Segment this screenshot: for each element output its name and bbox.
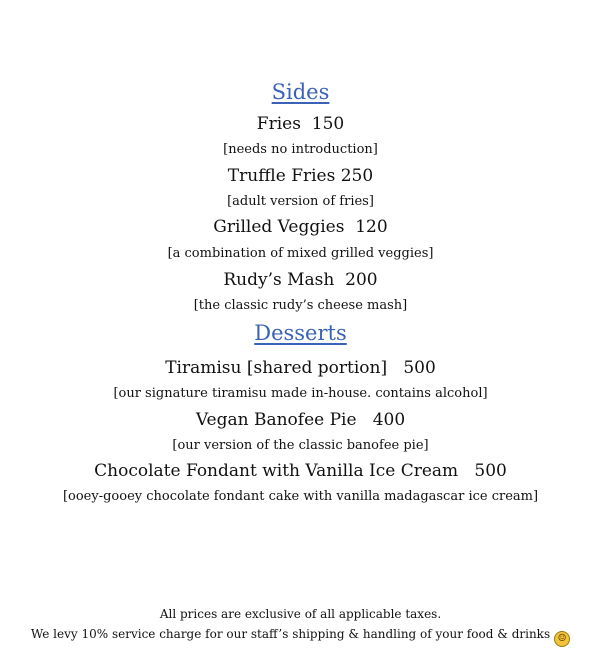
menu-item: Truffle Fries 250 [227, 166, 374, 186]
menu-item-desc: [the classic rudy’s cheese mash] [193, 298, 408, 313]
section-title-desserts: Desserts [254, 321, 347, 345]
menu-item-desc: [needs no introduction] [223, 142, 378, 157]
smiley-icon: ☺ [554, 631, 570, 647]
footer-service-note [0, 628, 601, 647]
menu-item-desc: [our signature tiramisu made in-house. contains alcohol] [113, 386, 488, 401]
menu-item: Rudy’s Mash 200 [223, 270, 378, 290]
menu-item-desc: [ooey-gooey chocolate fondant cake with vanilla madagascar ice cream] [62, 489, 539, 504]
menu-item: Fries 150 [256, 114, 345, 134]
section-title-sides: Sides [271, 80, 330, 104]
menu-item-desc: [adult version of fries] [227, 194, 374, 209]
menu-item: Grilled Veggies 120 [213, 217, 388, 237]
footer-service-text: We levy 10% service charge for our staff’s shipping & handling of your food & drinks [30, 627, 551, 641]
menu-item: Vegan Banofee Pie 400 [195, 410, 406, 430]
menu-item: Tiramisu [shared portion] 500 [165, 358, 436, 378]
footer-tax-note: All prices are exclusive of all applicable taxes. [159, 607, 442, 621]
menu-item-desc: [our version of the classic banofee pie] [172, 438, 429, 453]
menu-item: Chocolate Fondant with Vanilla Ice Cream 500 [94, 461, 507, 481]
menu-item-desc: [a combination of mixed grilled veggies] [167, 246, 434, 261]
